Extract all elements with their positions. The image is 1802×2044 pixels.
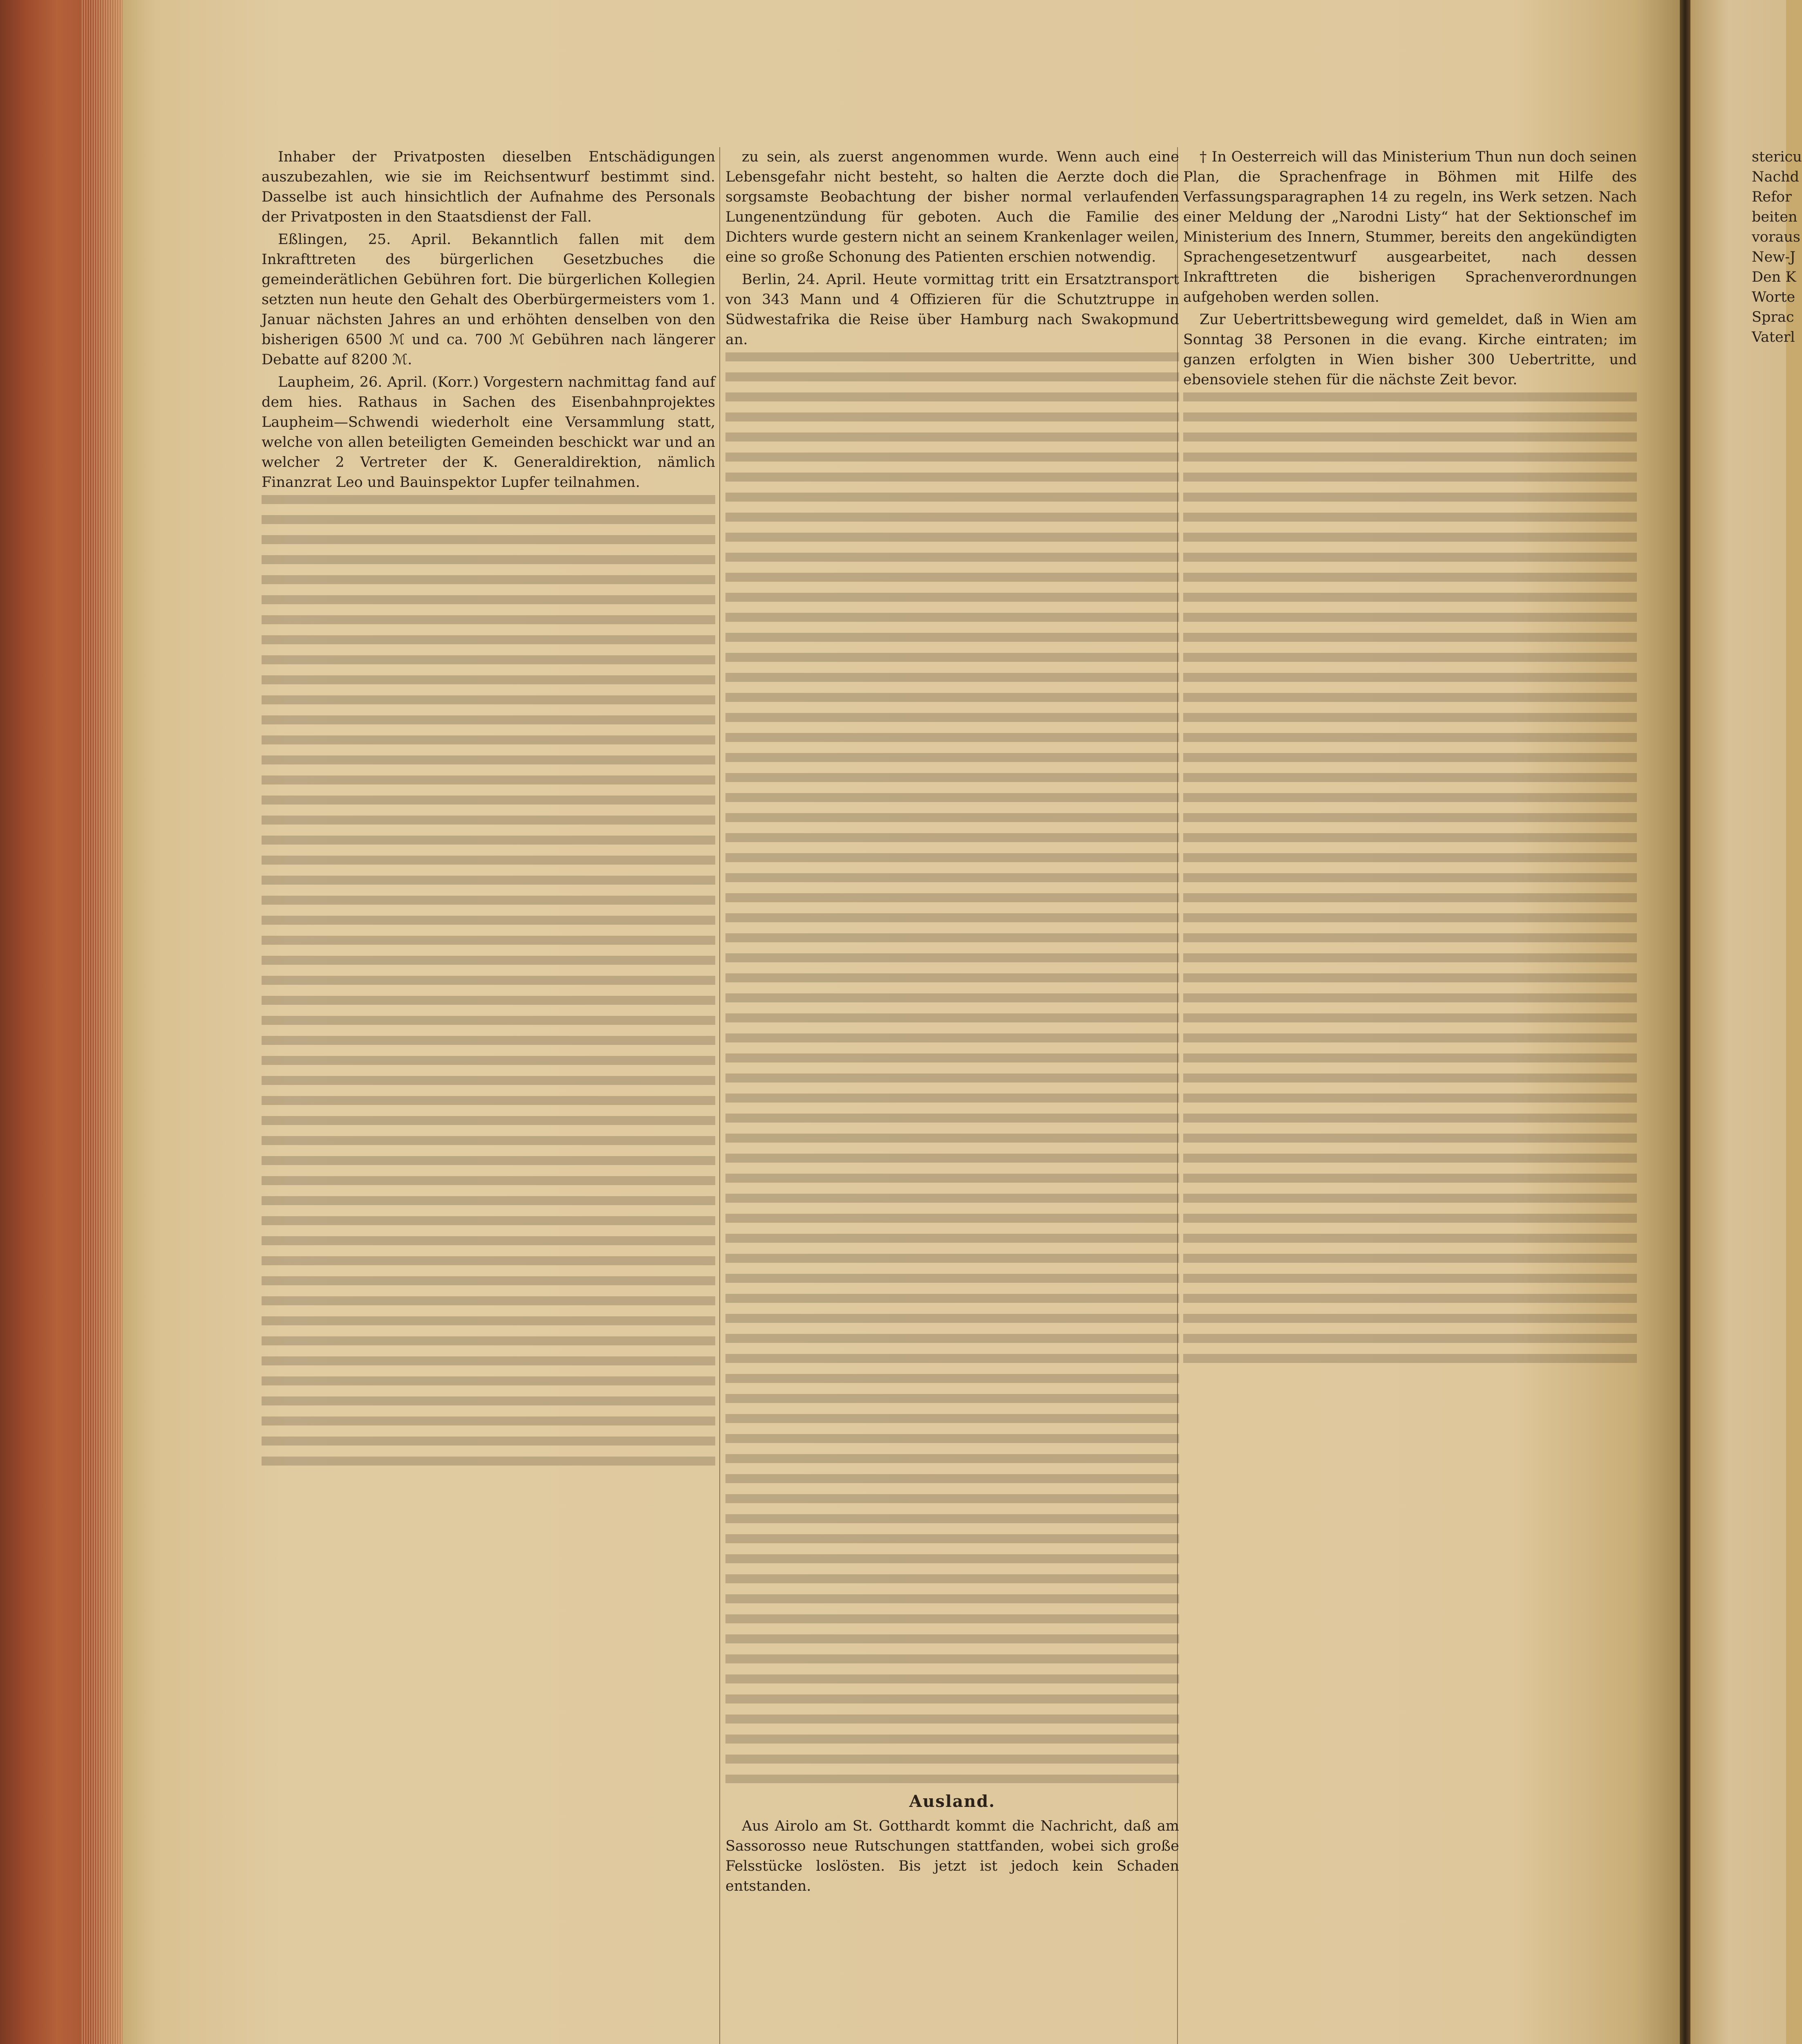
- text-fragment: Worte: [1752, 289, 1795, 305]
- text-fragment: Nachd: [1752, 169, 1800, 185]
- text-fragment: voraus: [1752, 229, 1800, 245]
- text-fragment: Vaterl: [1752, 329, 1795, 345]
- text-block: [725, 352, 1179, 1783]
- text-fragment: stericu: [1752, 149, 1802, 165]
- article-paragraph: Berlin, 24. April. Heute vormittag tritt ein Ersatztransport von 343 Mann und 4 Offizieren für die Schutztruppe in Südwestafrika die Reise über Hamburg nach Swakopmund an.: [725, 271, 1179, 348]
- text-fragment: Sprac: [1752, 309, 1794, 325]
- text-fragment: Refor: [1752, 189, 1792, 205]
- article-paragraph: Aus Airolo am St. Gotthardt kommt die Nachricht, daß am Sassorosso neue Rutschungen stattfanden, wobei sich große Felsstücke loslösten. Bis jetzt ist jedoch kein Schaden entstanden.: [725, 1818, 1179, 1894]
- text-block: [1183, 392, 1637, 1374]
- column-rule: [719, 147, 720, 2044]
- article-paragraph: Inhaber der Privatposten dieselben Entschädigungen auszubezahlen, wie sie im Reichsentwurf bestimmt sind. Dasselbe ist auch hinsichtlich der Aufnahme des Personals der Privatposten in den Staatsdienst der Fall.: [262, 149, 715, 225]
- text-fragment: beiten: [1752, 209, 1798, 225]
- text-column-2: [725, 147, 1179, 1899]
- next-page-strip: [1690, 0, 1802, 2044]
- page-edges: [82, 0, 123, 2044]
- text-fragment: Den K: [1752, 269, 1796, 285]
- article-paragraph: zu sein, als zuerst angenommen wurde. Wenn auch eine Lebensgefahr nicht besteht, so halten die Aerzte doch die sorgsamste Beobachtung der bisher normal verlaufenden Lungenentzündung für geboten. Auch die Familie des Dichters wurde gestern nicht an seinem Krankenlager weilen, eine so große Schonung des Patienten erschien notwendig.: [725, 149, 1179, 265]
- text-column-3: [1183, 147, 1637, 1374]
- text-column-1: [262, 147, 715, 1476]
- book-gutter: [1680, 0, 1690, 2044]
- article-paragraph: Eßlingen, 25. April. Bekanntlich fallen mit dem Inkrafttreten des bürgerlichen Gesetzbuches die gemeinderätlichen Gebühren fort. Die bürgerlichen Kollegien setzten nun heute den Gehalt des Oberbürgermeisters vom 1. Januar nächsten Jahres an und erhöhten denselben von den bisherigen 6500 ℳ und ca. 700 ℳ Gebühren nach längerer Debatte auf 8200 ℳ.: [262, 231, 715, 368]
- next-page-text: [1690, 147, 1802, 347]
- article-paragraph: † In Oesterreich will das Ministerium Thun nun doch seinen Plan, die Sprachenfrage in Böhmen mit Hilfe des Verfassungsparagraphen 14 zu regeln, ins Werk setzen. Nach einer Meldung der „Narodni Listy“ hat der Sektionschef im Ministerium des Innern, Stummer, bereits den angekündigten Sprachengesetzentwurf ausgearbeitet, nach dessen Inkrafttreten die bisherigen Sprachenverordnungen aufgehoben werden sollen.: [1183, 149, 1637, 305]
- article-paragraph: Laupheim, 26. April. (Korr.) Vorgestern nachmittag fand auf dem hies. Rathaus in Sachen des Eisenbahnprojektes Laupheim—Schwendi wiederholt eine Versammlung statt, welche von allen beteiligten Gemeinden beschickt war und an welcher 2 Vertreter der K. Generaldirektion, nämlich Finanzrat Leo und Bauinspektor Lupfer teilnahmen.: [262, 374, 715, 491]
- text-fragment: New-J: [1752, 249, 1796, 265]
- section-heading: Ausland.: [909, 1792, 996, 1811]
- text-block: [262, 495, 715, 1476]
- article-paragraph: Zur Uebertrittsbewegung wird gemeldet, daß in Wien am Sonntag 38 Personen in die evang. Kirche eintraten; im ganzen erfolgten in Wien bisher 300 Uebertritte, und ebensoviele stehen für die nächste Zeit bevor.: [1183, 312, 1637, 388]
